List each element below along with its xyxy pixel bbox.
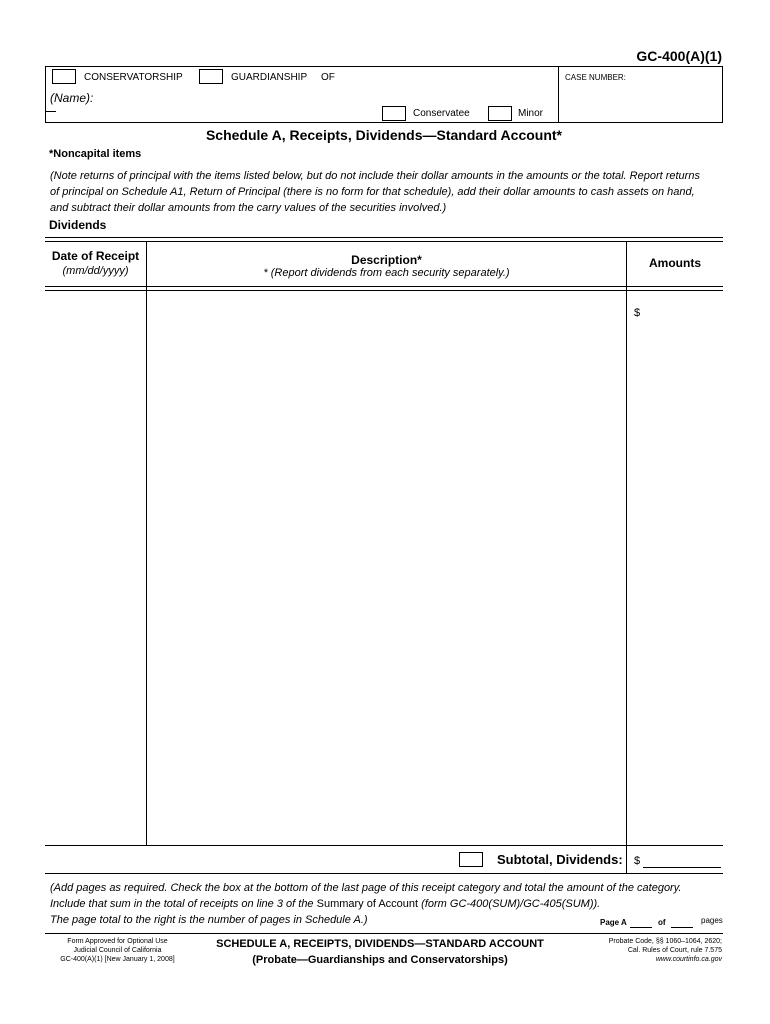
of-label: OF — [321, 72, 335, 83]
amounts-header: Amounts — [649, 256, 701, 270]
footer-left-line: Form Approved for Optional Use — [67, 938, 168, 945]
table-top-rule — [45, 237, 723, 238]
case-number-input[interactable] — [562, 86, 718, 118]
note-line: of principal on Schedule A1, Return of Principal (there is no form for that schedule), add their dollar amounts to cash assets on hand, — [50, 186, 695, 198]
instructions-line-3: The page total to the right is the number of pages in Schedule A.) — [50, 914, 368, 926]
conservatee-label: Conservatee — [413, 108, 470, 119]
subtotal-dollar-sign: $ — [634, 855, 641, 867]
subtotal-divider — [626, 846, 627, 873]
page-of-label: of — [658, 918, 666, 927]
footer-left-line: Judicial Council of California — [73, 947, 162, 954]
guardianship-label: GUARDIANSHIP — [231, 72, 308, 83]
instructions-line-2-start: Include that sum in the total of receipts on line 3 of the — [50, 898, 317, 910]
footer-right-line: Cal. Rules of Court, rule 7.575 — [627, 947, 722, 954]
name-underline-mark — [46, 111, 56, 112]
amount-entries-area[interactable] — [628, 292, 722, 844]
description-entries-area[interactable] — [148, 292, 625, 844]
table-bottom-rule — [45, 845, 723, 846]
page-title: Schedule A, Receipts, Dividends—Standard Account* — [205, 127, 563, 143]
minor-label: Minor — [518, 108, 544, 119]
guardianship-checkbox[interactable] — [199, 69, 223, 84]
subtotal-label: Subtotal, Dividends: — [497, 852, 623, 867]
description-note: * (Report dividends from each security separately.) — [263, 267, 510, 279]
footer-left-line: GC-400(A)(1) [New January 1, 2008] — [60, 956, 175, 963]
note-line: (Note returns of principal with the items listed below, but do not include their dollar amounts in the amounts or the total. Report returns — [50, 170, 700, 182]
name-input[interactable] — [100, 92, 550, 110]
amount-dollar-sign: $ — [634, 307, 641, 319]
instructions-line-1: (Add pages as required. Check the box at the bottom of the last page of this receipt category and total the amount of the category. — [50, 882, 682, 894]
footer-citations — [609, 937, 722, 964]
date-column-divider — [146, 242, 147, 845]
section-heading: Dividends — [49, 218, 107, 232]
caption-bottom-border — [45, 122, 723, 123]
date-entries-area[interactable] — [46, 292, 145, 844]
note-line: and subtract their dollar amounts from the carry values of the securities involved.) — [50, 202, 447, 214]
last-page-checkbox[interactable] — [459, 852, 483, 867]
pages-label: pages — [701, 916, 723, 925]
description-header: Description* — [351, 253, 422, 267]
amount-column-divider — [626, 242, 627, 845]
footer-right-line: Probate Code, §§ 1060–1064, 2620; — [608, 938, 722, 945]
case-number-label: CASE NUMBER: — [565, 73, 626, 82]
form-id: GC-400(A)(1) — [636, 48, 722, 64]
caption-top-border — [45, 66, 723, 67]
footer-subtitle: (Probate—Guardianships and Conservatorships) — [252, 954, 508, 966]
page-number-input[interactable] — [630, 927, 652, 928]
noncapital-note: *Noncapital items — [49, 148, 142, 160]
page-a-label: Page A — [600, 918, 627, 927]
footer-approval — [45, 937, 190, 964]
date-format: (mm/dd/yyyy) — [62, 265, 129, 277]
page-total-input[interactable] — [671, 927, 693, 928]
conservatee-checkbox[interactable] — [382, 106, 406, 121]
footer-rule — [45, 933, 723, 934]
minor-checkbox[interactable] — [488, 106, 512, 121]
conservatorship-label: CONSERVATORSHIP — [84, 72, 183, 83]
footer-website-link[interactable]: www.courtinfo.ca.gov — [655, 956, 722, 963]
summary-of-account: Summary of Account — [316, 898, 419, 910]
caption-right-border — [722, 66, 723, 123]
conservatorship-checkbox[interactable] — [52, 69, 76, 84]
instructions-line-2 — [50, 898, 600, 910]
instructions-line-2-end: (form GC-400(SUM)/GC-405(SUM)). — [418, 898, 601, 910]
subtotal-bottom-rule — [45, 873, 723, 874]
caption-left-border — [45, 66, 46, 123]
returns-note — [50, 168, 700, 216]
name-label: (Name): — [50, 91, 94, 105]
caption-divider — [558, 66, 559, 123]
subtotal-amount-input[interactable] — [643, 867, 721, 868]
footer-title: SCHEDULE A, RECEIPTS, DIVIDENDS—STANDARD ACCOUNT — [216, 938, 544, 950]
date-header: Date of Receipt — [51, 249, 140, 263]
